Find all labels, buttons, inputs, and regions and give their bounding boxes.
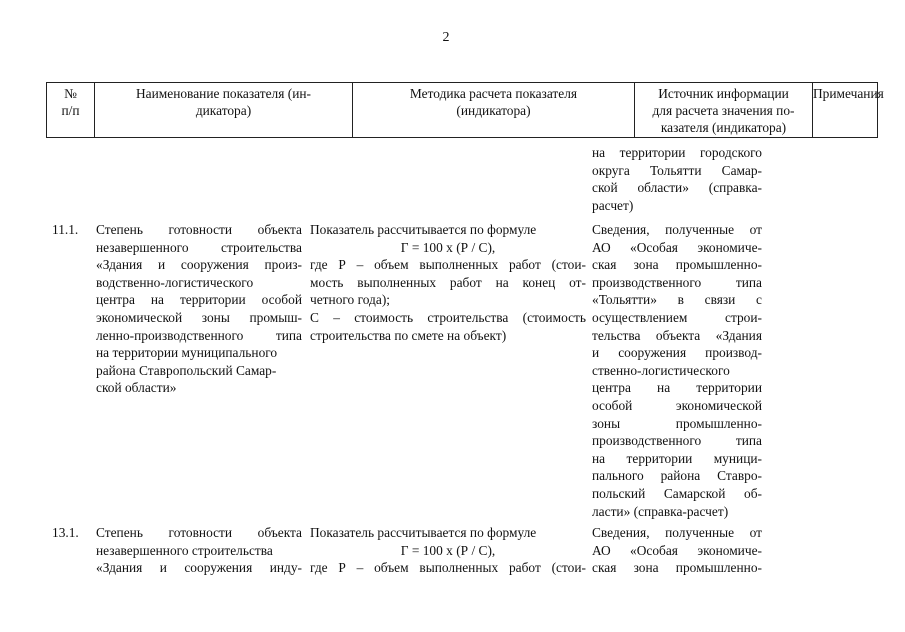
text-line: центра на территории особой bbox=[96, 292, 302, 308]
table-header bbox=[46, 82, 884, 138]
indicator-name bbox=[96, 524, 302, 577]
header-col-name bbox=[94, 83, 352, 137]
header-text: Методика расчета показателя bbox=[409, 86, 578, 101]
text-line: ской области» (справка- bbox=[592, 180, 762, 196]
formula: Г = 100 х (Р / С), bbox=[400, 542, 496, 558]
text-line: пального района Ставро- bbox=[592, 468, 762, 484]
text-line: центра на территории bbox=[592, 380, 762, 396]
page-number: 2 bbox=[442, 30, 450, 45]
information-source bbox=[592, 221, 762, 520]
text-line: незавершенного строительства bbox=[96, 542, 273, 558]
text-line: и сооружения производ- bbox=[592, 345, 762, 361]
text-line: округа Тольятти Самар- bbox=[592, 162, 762, 178]
text-line: ская зона промышленно- bbox=[592, 560, 762, 576]
header-text: казателя (индикатора) bbox=[660, 120, 787, 135]
header-col-number bbox=[47, 83, 94, 137]
row-number: 11.1. bbox=[52, 222, 79, 237]
header-text: Наименование показателя (ин- bbox=[136, 86, 311, 101]
continuation-source bbox=[592, 144, 762, 214]
text-line: Степень готовности объекта bbox=[96, 222, 302, 237]
text-line: на территории городского bbox=[592, 145, 762, 160]
header-text: дикатора) bbox=[195, 103, 252, 118]
text-line: ласти» (справка-расчет) bbox=[592, 503, 729, 519]
formula: Г = 100 х (Р / С), bbox=[400, 239, 496, 255]
header-col-notes bbox=[812, 83, 884, 137]
text-line: района Ставропольский Самар- bbox=[96, 362, 277, 378]
text-line: мость выполненных работ на конец от- bbox=[310, 274, 586, 290]
text-line: Сведения, полученные от bbox=[592, 222, 762, 237]
text-line: четного года); bbox=[310, 292, 390, 308]
text-line: где Р – объем выполненных работ (стои- bbox=[310, 560, 586, 576]
text-line: ленно-производственного типа bbox=[96, 327, 302, 343]
text-line: осуществлением строи- bbox=[592, 309, 762, 325]
text-line: где Р – объем выполненных работ (стои- bbox=[310, 257, 586, 273]
header-text: для расчета значения по- bbox=[652, 103, 795, 118]
header-text: Источник информации bbox=[658, 86, 789, 101]
calculation-method bbox=[310, 524, 586, 577]
text-line: зоны промышленно- bbox=[592, 415, 762, 431]
text-line: Показатель рассчитывается по формуле bbox=[310, 525, 537, 540]
calculation-method bbox=[310, 221, 586, 344]
header-col-method bbox=[352, 83, 634, 137]
text-line: АО «Особая экономиче- bbox=[592, 542, 762, 558]
indicator-name bbox=[96, 221, 302, 397]
header-text: п/п bbox=[61, 103, 80, 118]
text-line: С – стоимость строительства (стоимость bbox=[310, 309, 586, 325]
text-line: расчет) bbox=[592, 197, 634, 213]
header-col-source bbox=[634, 83, 812, 137]
text-line: водственно-логистического bbox=[96, 274, 254, 290]
text-line: строительства по смете на объект) bbox=[310, 327, 507, 343]
text-line: «Здания и сооружения инду- bbox=[96, 560, 302, 576]
text-line: производственного типа bbox=[592, 433, 762, 449]
text-line: ская зона промышленно- bbox=[592, 257, 762, 273]
text-line: «Тольятти» в связи с bbox=[592, 292, 762, 308]
row-number: 13.1. bbox=[52, 525, 79, 540]
header-text: № bbox=[64, 86, 77, 101]
text-line: Степень готовности объекта bbox=[96, 525, 302, 540]
text-line: Сведения, полученные от bbox=[592, 525, 762, 540]
text-line: «Здания и сооружения произ- bbox=[96, 257, 302, 273]
text-line: тельства объекта «Здания bbox=[592, 327, 762, 343]
text-line: ственно-логистического bbox=[592, 362, 730, 378]
text-line: АО «Особая экономиче- bbox=[592, 239, 762, 255]
text-line: экономической зоны промыш- bbox=[96, 309, 302, 325]
text-line: на территории муниципального bbox=[96, 345, 278, 361]
text-line: ской области» bbox=[96, 380, 177, 396]
text-line: польский Самарской об- bbox=[592, 485, 762, 501]
text-line: незавершенного строительства bbox=[96, 239, 302, 255]
text-line: на территории муници- bbox=[592, 450, 762, 466]
text-line: Показатель рассчитывается по формуле bbox=[310, 222, 537, 237]
information-source bbox=[592, 524, 762, 577]
header-text: Примечания bbox=[813, 86, 884, 101]
header-text: (индикатора) bbox=[456, 103, 531, 118]
text-line: особой экономической bbox=[592, 397, 762, 413]
text-line: производственного типа bbox=[592, 274, 762, 290]
